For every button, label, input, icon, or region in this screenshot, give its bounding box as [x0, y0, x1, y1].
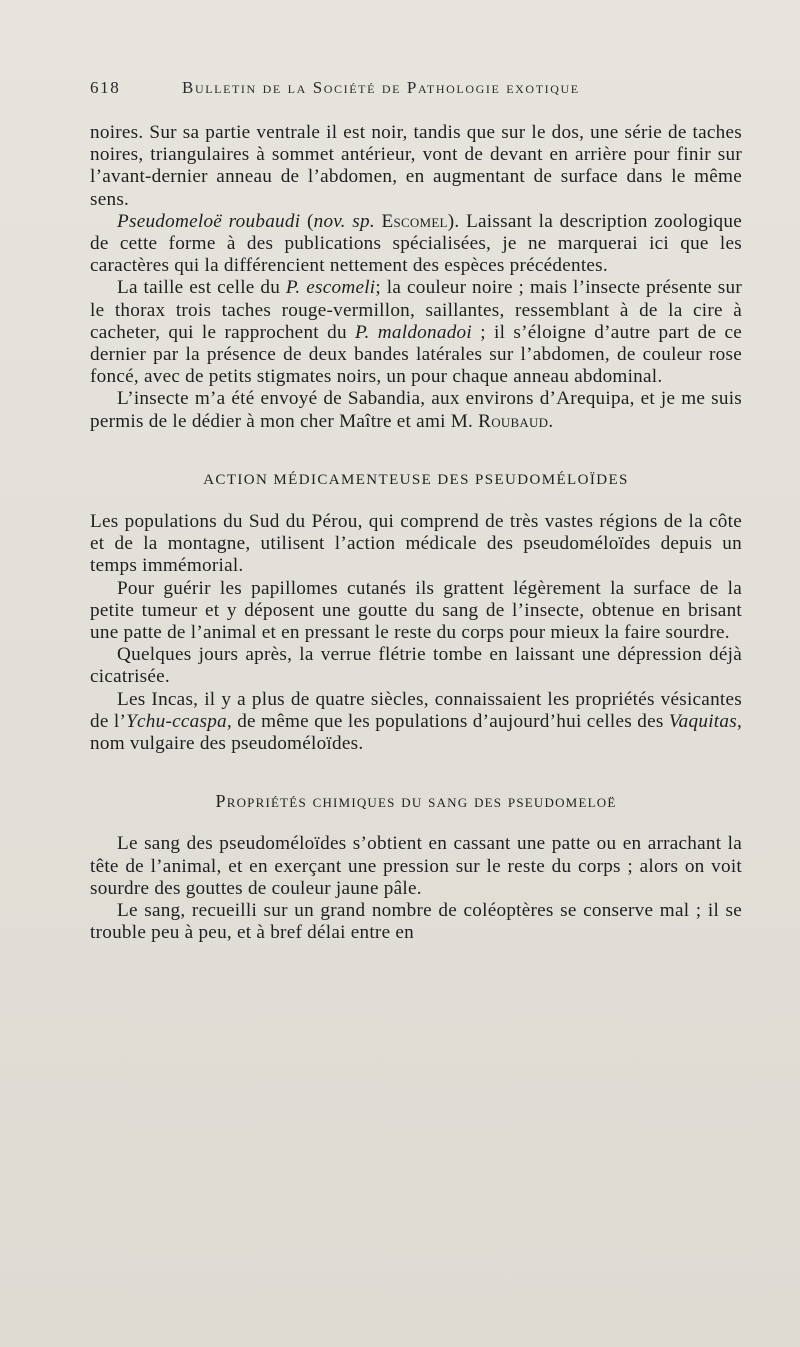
page-header	[90, 78, 740, 104]
paragraph: Les Incas, il y a plus de quatre siècles, connaissaient les propriétés vésicantes de l’Ychu-ccaspa, de même que les populations d’aujourd’hui celles des Vaquitas, nom vulgaire des pseudoméloïdes.	[90, 688, 742, 755]
paragraph-dedication: L’insecte m’a été envoyé de Sabandia, aux environs d’Arequipa, et je me suis permis de le dédier à mon cher Maître et ami M. Roubaud.	[90, 388, 742, 432]
section-heading-chemical: Propriétés chimiques du sang des pseudomeloë	[215, 791, 617, 812]
paragraph: Le sang, recueilli sur un grand nombre de coléoptères se conserve mal ; il se trouble peu à peu, et à bref délai entre en	[90, 900, 742, 944]
species-name: Pseudomeloë roubaudi	[117, 210, 301, 232]
author-name: Escomel	[374, 210, 448, 232]
paragraph-new-species: Pseudomeloë roubaudi (nov. sp. Escomel). Laissant la description zoologique de cette forme à des publications spécialisées, je ne marquerai ici que les caractères qui la différencient nettement des espèces précédentes.	[90, 210, 742, 277]
paragraph-description: La taille est celle du P. escomeli; la couleur noire ; mais l’insecte présente sur le thorax trois taches rouge-vermillon, saillantes, ressemblant à de la cire à cacheter, qui le rapprochent du P. maldonadoi ; il s’éloigne d’autre part de ce dernier par la présence de deux bandes latérales sur l’abdomen, de couleur rose foncé, avec de petits stigmates noirs, un pour chaque anneau abdominal.	[90, 277, 742, 388]
body-text	[90, 122, 742, 945]
paragraph: Pour guérir les papillomes cutanés ils grattent légèrement la surface de la petite tumeur et y déposent une goutte du sang de l’insecte, obtenue en brisant une patte de l’animal et en pressant le reste du corps pour mieux la faire sourdre.	[90, 577, 742, 644]
section-heading-medical: ACTION MÉDICAMENTEUSE DES PSEUDOMÉLOÏDES	[203, 471, 629, 488]
paragraph: Quelques jours après, la verrue flétrie tombe en laissant une dépression déjà cicatrisée.	[90, 644, 742, 688]
paragraph-continued: noires. Sur sa partie ventrale il est noir, tandis que sur le dos, une série de taches noires, triangulaires à sommet antérieur, vont de devant en arrière pour finir sur l’avant-dernier anneau de l’abdomen, en augmentant de surface dans le même sens.	[90, 122, 742, 210]
paragraph: Le sang des pseudoméloïdes s’obtient en cassant une patte ou en arrachant la tête de l’animal, et en exerçant une pression sur le reste du corps ; alors on voit sourdre des gouttes de couleur jaune pâle.	[90, 833, 742, 899]
page-number: 618	[90, 78, 121, 97]
running-title: Bulletin de la Société de Pathologie exotique	[182, 78, 580, 97]
dedicatee-name: Roubaud	[478, 410, 549, 432]
paragraph: Les populations du Sud du Pérou, qui comprend de très vastes régions de la côte et de la montagne, utilisent l’action médicale des pseudoméloïdes depuis un temps immémorial.	[90, 511, 742, 577]
nov-sp-label: nov. sp.	[313, 210, 375, 232]
